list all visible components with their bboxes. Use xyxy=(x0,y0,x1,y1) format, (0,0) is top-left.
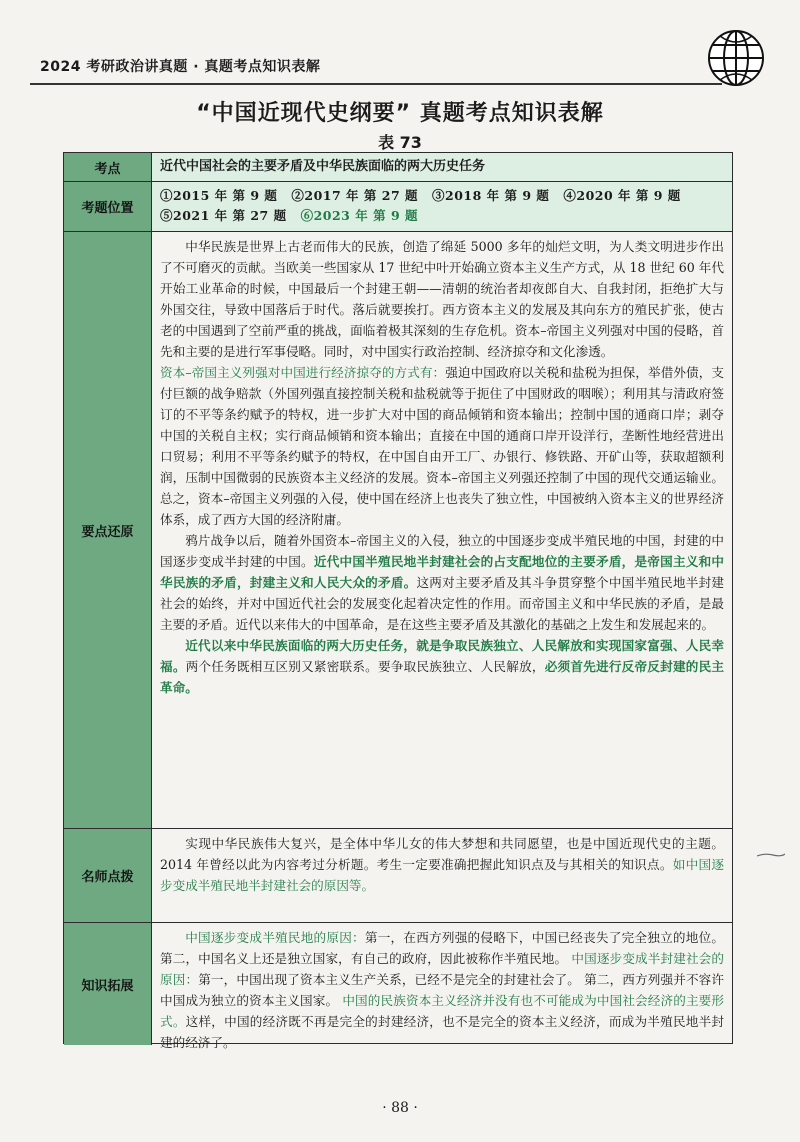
cell-extension xyxy=(152,923,732,1050)
paragraph: 中华民族是世界上古老而伟大的民族，创造了绵延 5000 多年的灿烂文明，为人类文明进步作出了不可磨灭的贡献。当欧美一些国家从 17 世纪中叶开始确立资本主义生产方式，从 18 世纪 60 年代开始工业革命的时候，中国最后一个封建王朝——清朝的统治者却夜郎自大、自我封闭，拒绝扩大与外国交往，导致中国落后于时代。落后就要挨打。西方资本主义的发展及其向东方的殖民扩张，使古老的中国遇到了空前严重的挑战，面临着极其深刻的生存危机。资本–帝国主义列强对中国的侵略，首先和主要的是进行军事侵略。同时，对中国实行政治控制、经济掠夺和文化渗透。 xyxy=(160,239,724,359)
cell-teacher-tips xyxy=(152,829,732,922)
document-title: “中国近现代史纲要” 真题考点知识表解 xyxy=(196,101,604,126)
cell-topic xyxy=(152,153,732,181)
highlight-text: 资本–帝国主义列强对中国进行经济掠夺的方式有： xyxy=(160,365,446,380)
row-topic xyxy=(64,153,732,182)
paragraph: 中国逐步变成半殖民地的原因：第一，在西方列强的侵略下，中国已经丧失了完全独立的地位。 第二，中国名义上还是独立国家，有自己的政府，因此被称作半殖民地。 中国逐步变成半封建社会的原因：第一，中国出现了资本主义生产关系，已经不是完全的封建社会了。 第二，西方列强并不容许中国成为独立的资本主义国家。 中国的民族资本主义经济并没有也不可能成为中国社会经济的主要形式。这样，中国的经济既不再是完全的封建经济，也不是完全的资本主义经济，而成为半殖民地半封建的经济了。 xyxy=(160,930,725,1050)
header-rule xyxy=(30,83,722,85)
paragraph: 近代以来中华民族面临的两大历史任务，就是争取民族独立、人民解放和实现国家富强、人民幸福。两个任务既相互区别又紧密联系。要争取民族独立、人民解放，必须首先进行反帝反封建的民主革命。 xyxy=(160,638,725,695)
highlight-text: 中国的民族资本主义经济并没有也不可能成为中国社会经济的主要形式。 xyxy=(160,993,725,1029)
row-teacher-tips xyxy=(64,829,732,923)
knowledge-table xyxy=(63,152,733,1050)
highlight-text: 中国逐步变成半封建社会的原因： xyxy=(160,951,724,987)
page-number: · 88 · xyxy=(382,1100,418,1116)
highlight-text: 近代中国半殖民地半封建社会的占支配地位的主要矛盾，是帝国主义和中华民族的矛盾，封建主义和人民大众的矛盾。 xyxy=(160,554,725,590)
topic-text: 近代中国社会的主要矛盾及中华民族面临的两大历史任务 xyxy=(160,159,486,174)
highlight-text: 中国逐步变成半殖民地的原因： xyxy=(185,930,365,945)
margin-mark xyxy=(757,852,785,858)
label-teacher-tips: 名师点拨 xyxy=(64,829,152,922)
label-extension: 知识拓展 xyxy=(64,923,152,1045)
cell-key-points xyxy=(152,232,732,828)
row-extension xyxy=(64,923,732,1050)
globe-icon xyxy=(706,28,766,88)
exam-ref: ①2015 年 第 9 题 xyxy=(160,188,278,203)
paragraph: 实现中华民族伟大复兴，是全体中华儿女的伟大梦想和共同愿望，也是中国近现代史的主题。2014 年曾经以此为内容考过分析题。考生一定要准确把握此知识点及与其相关的知识点。如中国逐步变成半殖民地半封建社会的原因等。 xyxy=(160,836,725,893)
running-title: 2024 考研政治讲真题 · 真题考点知识表解 xyxy=(40,59,321,75)
cell-position xyxy=(152,182,732,231)
exam-ref: ④2020 年 第 9 题 xyxy=(563,188,681,203)
exam-ref-highlight: ⑥2023 年 第 9 题 xyxy=(300,208,418,223)
highlight-text: 近代以来中华民族面临的两大历史任务，就是争取民族独立、人民解放和实现国家富强、人民幸福。 xyxy=(160,638,724,674)
exam-ref: ②2017 年 第 27 题 xyxy=(291,188,418,203)
highlight-text: 如中国逐步变成半殖民地半封建社会的原因等。 xyxy=(160,857,725,893)
label-topic: 考点 xyxy=(64,153,152,181)
paragraph: 资本–帝国主义列强对中国进行经济掠夺的方式有：强迫中国政府以关税和盐税为担保，举借外债，支付巨额的战争赔款（外国列强直接控制关税和盐税就等于扼住了中国财政的咽喉）；利用其与清政府签订的不平等条约赋予的特权，进一步扩大对中国的商品倾销和资本输出；控制中国的通商口岸；剥夺中国的关税自主权；实行商品倾销和资本输出；直接在中国的通商口岸开设洋行，垄断性地经营进出口贸易；利用不平等条约赋予的特权，在中国自由开工厂、办银行、修铁路、开矿山等，获取超额利润，压制中国微弱的民族资本主义经济的发展。资本–帝国主义列强还控制了中国的现代交通运输业。总之，资本–帝国主义列强的入侵，使中国在经济上也丧失了独立性，中国被纳入资本主义的世界经济体系，成了西方大国的经济附庸。 xyxy=(160,365,725,527)
running-header xyxy=(30,28,770,90)
paragraph: 鸦片战争以后，随着外国资本–帝国主义的入侵，独立的中国逐步变成半殖民地的中国，封建的中国逐步变成半封建的中国。近代中国半殖民地半封建社会的占支配地位的主要矛盾，是帝国主义和中华民族的矛盾，封建主义和人民大众的矛盾。这两对主要矛盾及其斗争贯穿整个中国半殖民地半封建社会的始终，并对中国近代社会的发展变化起着决定性的作用。而帝国主义和中华民族的矛盾，是最主要的矛盾。近代以来伟大的中国革命，是在这些主要矛盾及其激化的基础之上发生和发展起来的。 xyxy=(160,533,725,632)
row-position xyxy=(64,182,732,232)
highlight-text: 必须首先进行反帝反封建的民主革命。 xyxy=(160,659,725,695)
label-position: 考题位置 xyxy=(64,182,152,231)
table-number: 表 73 xyxy=(378,133,422,152)
exam-ref: ③2018 年 第 9 题 xyxy=(432,188,550,203)
exam-ref: ⑤2021 年 第 27 题 xyxy=(160,208,287,223)
label-key-points: 要点还原 xyxy=(64,232,152,828)
row-key-points xyxy=(64,232,732,829)
